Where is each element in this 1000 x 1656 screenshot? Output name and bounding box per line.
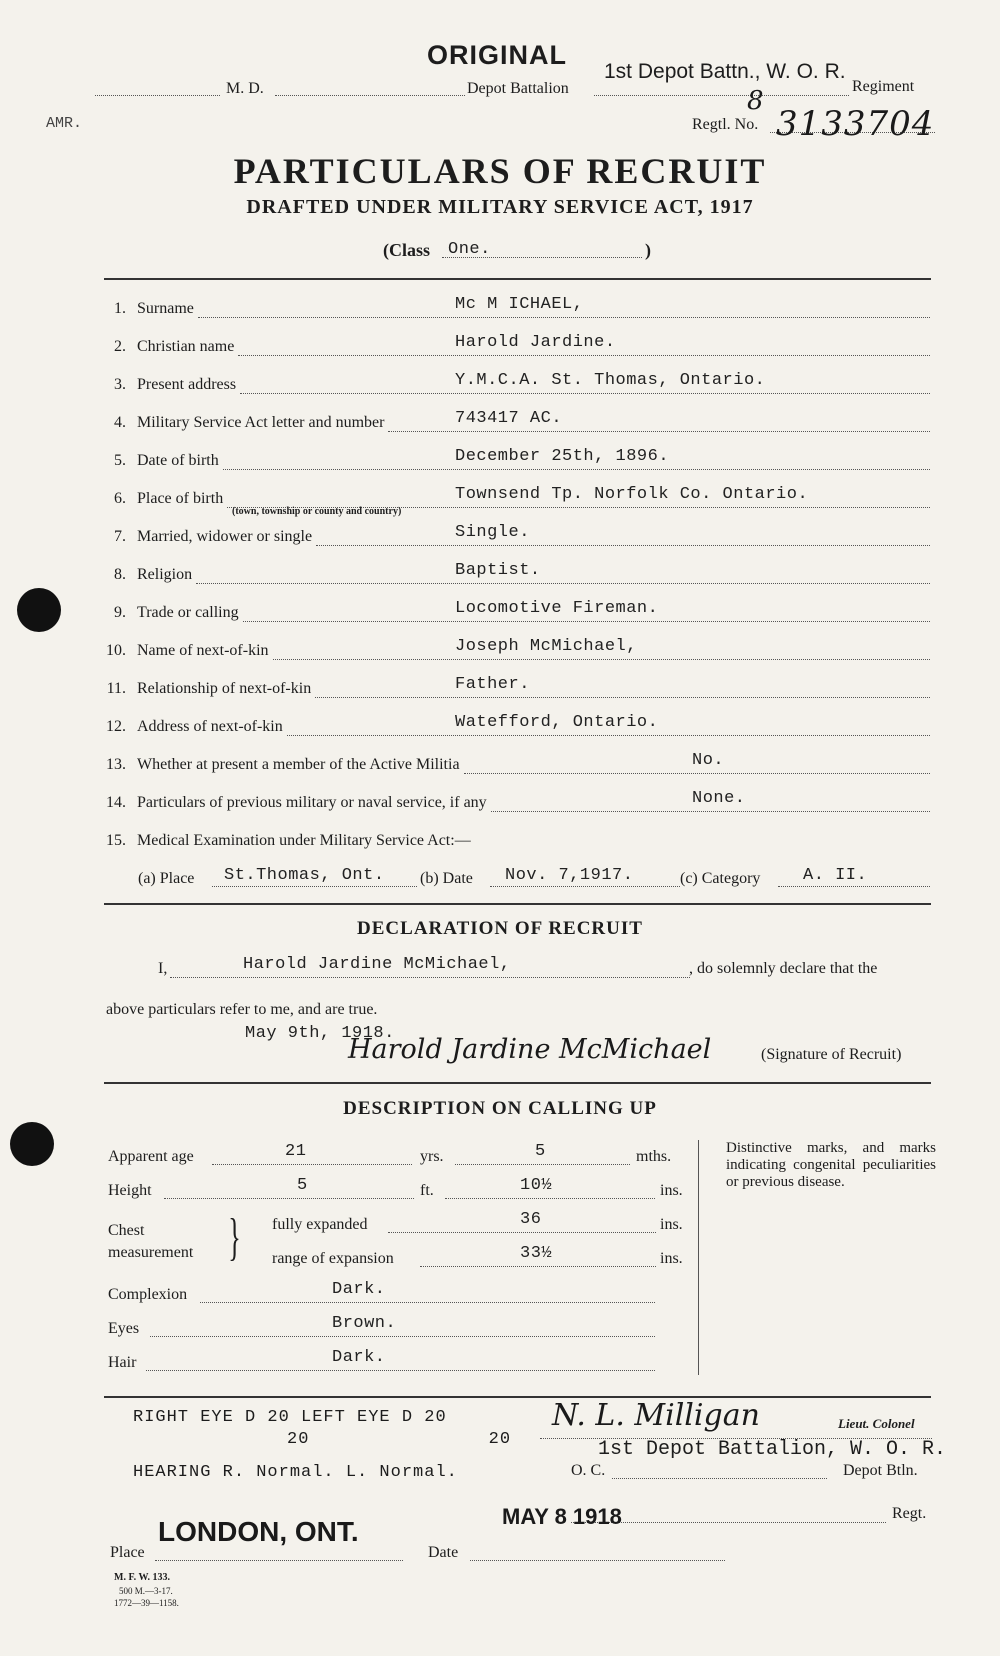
oc-label: O. C. — [571, 1462, 606, 1479]
item-label: Date of birth — [137, 452, 219, 469]
height-ins-label: ins. — [660, 1182, 683, 1199]
description-divider — [698, 1140, 699, 1375]
height-ft: 5 — [297, 1176, 308, 1195]
regt-label: Regt. — [892, 1505, 927, 1522]
item-label: Military Service Act letter and number — [137, 414, 385, 431]
item-number: 11. — [106, 680, 126, 697]
hair-value: Dark. — [332, 1348, 386, 1367]
place-label: Place — [110, 1544, 145, 1561]
regtl-number: 3133704 — [776, 104, 935, 144]
item-label: Whether at present a member of the Active Militia — [137, 756, 460, 773]
item-dotted-line — [315, 697, 930, 698]
depot-battalion-value: 1st Depot Battn., W. O. R. — [604, 60, 846, 83]
item-value: Joseph McMichael, — [455, 637, 637, 656]
punch-hole-top — [17, 588, 61, 632]
item-value: None. — [692, 789, 746, 808]
item-value: Baptist. — [455, 561, 541, 580]
item-dotted-line — [491, 811, 930, 812]
item-dotted-line — [198, 317, 930, 318]
item-label: Surname — [137, 300, 194, 317]
item-dotted-line — [273, 659, 930, 660]
class-value: One. — [448, 240, 491, 259]
item-number: 10. — [106, 642, 126, 659]
declaration-text-1: , do solemnly declare that the — [689, 960, 878, 977]
declaration-name: Harold Jardine McMichael, — [243, 955, 511, 974]
mths-label: mths. — [636, 1148, 672, 1165]
signature-of-recruit-label: (Signature of Recruit) — [761, 1046, 902, 1063]
item-value: 743417 AC. — [455, 409, 563, 428]
item-number: 12. — [106, 718, 126, 735]
item-number: 6. — [114, 490, 126, 507]
apparent-age-months: 5 — [535, 1142, 546, 1161]
medical-place-label: (a) Place — [138, 870, 195, 887]
regtl-prefix: 8 — [747, 86, 764, 116]
date-label: Date — [428, 1544, 459, 1561]
form-code-1: M. F. W. 133. — [114, 1572, 171, 1583]
height-ins: 10½ — [520, 1176, 553, 1195]
eye-test: RIGHT EYE D 20 LEFT EYE D 20 — [133, 1408, 447, 1427]
item-value: December 25th, 1896. — [455, 447, 670, 466]
item-number: 3. — [114, 376, 126, 393]
item-label: Christian name — [137, 338, 235, 355]
title-rule — [104, 278, 931, 280]
eyes-label: Eyes — [108, 1320, 140, 1337]
place-of-birth-hint: (town, township or county and country) — [232, 506, 402, 517]
item-number: 5. — [114, 452, 126, 469]
amr-mark: AMR. — [46, 115, 83, 132]
declaration-i: I, — [158, 960, 168, 977]
depot-battalion-typed: 1st Depot Battalion, W. O. R. — [598, 1438, 947, 1461]
date-stamp: MAY 8 1918 — [502, 1504, 622, 1529]
item-value: Harold Jardine. — [455, 333, 616, 352]
declaration-heading: DECLARATION OF RECRUIT — [357, 918, 643, 939]
class-close: ) — [645, 240, 651, 260]
form-code-3: 1772—39—1158. — [114, 1598, 179, 1608]
apparent-age-years: 21 — [285, 1142, 307, 1161]
item-label: Particulars of previous military or naval service, if any — [137, 794, 487, 811]
depot-btln-label: Depot Btln. — [843, 1462, 918, 1479]
chest-label-1: Chest — [108, 1222, 145, 1239]
fully-expanded-value: 36 — [520, 1210, 542, 1229]
item-value: Watefford, Ontario. — [455, 713, 659, 732]
place-stamp: LONDON, ONT. — [158, 1516, 359, 1547]
item-number: 1. — [114, 300, 126, 317]
item-dotted-line — [243, 621, 930, 622]
item-value: Locomotive Fireman. — [455, 599, 659, 618]
fully-expanded-ins-label: ins. — [660, 1216, 683, 1233]
item-dotted-line — [316, 545, 930, 546]
md-label: M. D. — [226, 80, 264, 97]
item-number: 9. — [114, 604, 126, 621]
lieut-colonel-label: Lieut. Colonel — [838, 1416, 915, 1431]
item-number: 15. — [106, 832, 126, 849]
item-value: Y.M.C.A. St. Thomas, Ontario. — [455, 371, 766, 390]
chest-label-2: measurement — [108, 1244, 194, 1261]
item-label: Relationship of next-of-kin — [137, 680, 312, 697]
declaration-date: May 9th, 1918. — [245, 1024, 395, 1043]
regiment-label: Regiment — [852, 78, 915, 95]
section-rule-1 — [104, 903, 931, 905]
yrs-label: yrs. — [420, 1148, 444, 1165]
declaration-text-2: above particulars refer to me, and are true. — [106, 1001, 378, 1018]
form-code-2: 500 M.—3-17. — [119, 1586, 173, 1596]
item-label: Married, widower or single — [137, 528, 313, 545]
regtl-no-label: Regtl. No. — [692, 116, 759, 133]
medical-date-label: (b) Date — [420, 870, 473, 887]
item-value: Father. — [455, 675, 530, 694]
medical-place-value: St.Thomas, Ont. — [224, 866, 385, 885]
eye-test-denominators: 20 20 — [287, 1430, 512, 1449]
apparent-age-label: Apparent age — [108, 1148, 194, 1165]
item-dotted-line — [223, 469, 930, 470]
depot-battalion-label: Depot Battalion — [467, 80, 569, 97]
item-value: Single. — [455, 523, 530, 542]
distinctive-marks-text: Distinctive marks, and marks indicating congenital peculiarities or previous disease. — [726, 1140, 936, 1190]
item-dotted-line — [238, 355, 930, 356]
range-ins-label: ins. — [660, 1250, 683, 1267]
medical-category-value: A. II. — [803, 866, 868, 885]
item-label: Religion — [137, 566, 193, 583]
section-rule-2 — [104, 1082, 931, 1084]
section-rule-3 — [104, 1396, 931, 1398]
item-value: No. — [692, 751, 725, 770]
class-open: (Class — [383, 240, 431, 260]
item-dotted-line — [196, 583, 930, 584]
item-label: Trade or calling — [137, 604, 239, 621]
item-label: Place of birth — [137, 490, 224, 507]
description-heading: DESCRIPTION ON CALLING UP — [343, 1098, 657, 1119]
eyes-value: Brown. — [332, 1314, 397, 1333]
item-label: Present address — [137, 376, 237, 393]
complexion-label: Complexion — [108, 1286, 188, 1303]
item-number: 13. — [106, 756, 126, 773]
item-number: 4. — [114, 414, 126, 431]
range-of-expansion-value: 33½ — [520, 1244, 553, 1263]
item-label: Medical Examination under Military Service Act:— — [137, 832, 471, 849]
recruit-signature: Harold Jardine McMichael — [348, 1034, 712, 1065]
hair-label: Hair — [108, 1354, 137, 1371]
punch-hole-bottom — [10, 1122, 54, 1166]
item-value: Mc M ICHAEL, — [455, 295, 584, 314]
item-number: 8. — [114, 566, 126, 583]
item-label: Address of next-of-kin — [137, 718, 283, 735]
complexion-value: Dark. — [332, 1280, 386, 1299]
ft-label: ft. — [420, 1182, 434, 1199]
officer-signature: N. L. Milligan — [552, 1398, 760, 1433]
page-title: PARTICULARS OF RECRUIT — [233, 151, 767, 191]
item-label: Name of next-of-kin — [137, 642, 269, 659]
height-label: Height — [108, 1182, 152, 1199]
page-subtitle: DRAFTED UNDER MILITARY SERVICE ACT, 1917 — [246, 196, 754, 218]
fully-expanded-label: fully expanded — [272, 1216, 368, 1233]
item-dotted-line — [464, 773, 930, 774]
item-number: 7. — [114, 528, 126, 545]
item-number: 14. — [106, 794, 126, 811]
range-of-expansion-label: range of expansion — [272, 1250, 394, 1267]
chest-brace: } — [228, 1209, 241, 1266]
hearing-result: HEARING R. Normal. L. Normal. — [133, 1463, 458, 1482]
item-number: 2. — [114, 338, 126, 355]
original-stamp: ORIGINAL — [427, 40, 567, 70]
medical-date-value: Nov. 7,1917. — [505, 866, 634, 885]
item-value: Townsend Tp. Norfolk Co. Ontario. — [455, 485, 809, 504]
item-dotted-line — [388, 431, 930, 432]
item-dotted-line — [287, 735, 930, 736]
medical-category-label: (c) Category — [680, 870, 761, 887]
item-dotted-line — [240, 393, 930, 394]
